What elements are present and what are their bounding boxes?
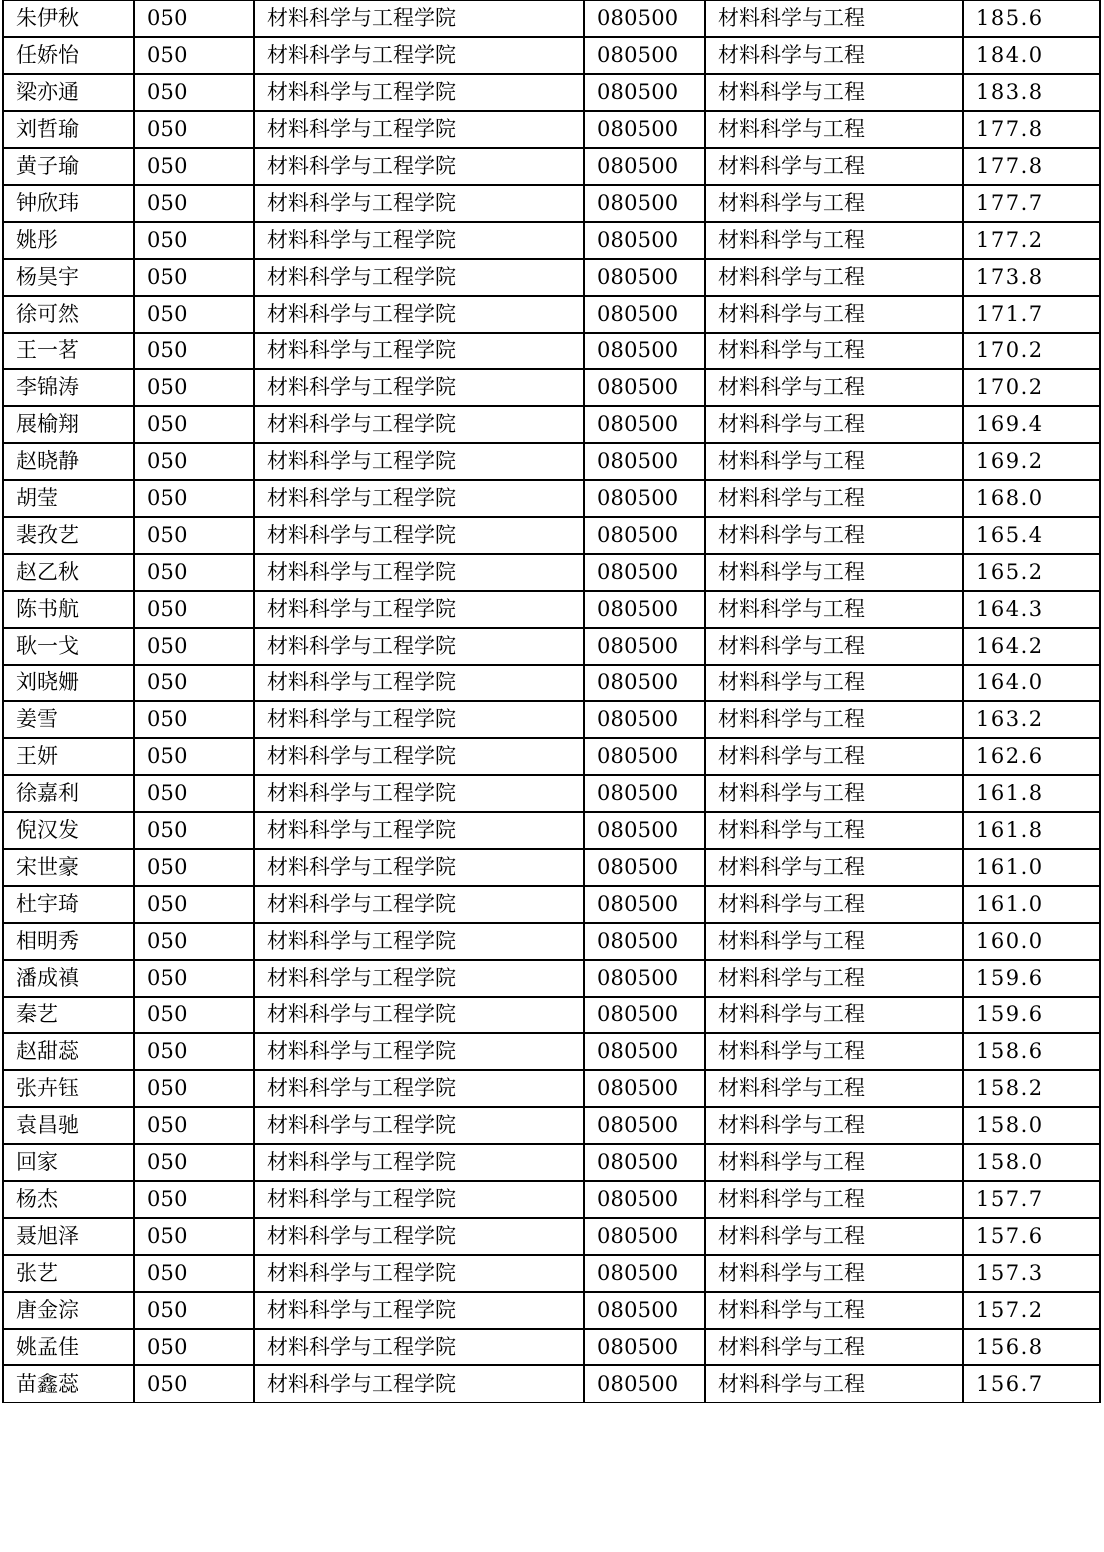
- candidate-name: 张艺: [3, 1255, 134, 1292]
- school-name: 材料科学与工程学院: [254, 812, 584, 849]
- candidate-name: 刘晓姗: [3, 665, 134, 702]
- total-score: 177.7: [963, 185, 1100, 222]
- school-code: 050: [134, 591, 254, 628]
- candidate-name: 钟欣玮: [3, 185, 134, 222]
- major-code: 080500: [584, 1292, 705, 1329]
- candidate-name: 苗鑫蕊: [3, 1365, 134, 1402]
- school-name: 材料科学与工程学院: [254, 886, 584, 923]
- candidate-name: 秦艺: [3, 997, 134, 1034]
- candidate-name: 赵晓静: [3, 443, 134, 480]
- school-name: 材料科学与工程学院: [254, 480, 584, 517]
- total-score: 183.8: [963, 74, 1100, 111]
- candidate-name: 宋世豪: [3, 849, 134, 886]
- school-name: 材料科学与工程学院: [254, 997, 584, 1034]
- school-name: 材料科学与工程学院: [254, 1218, 584, 1255]
- total-score: 169.2: [963, 443, 1100, 480]
- major-name: 材料科学与工程: [705, 849, 963, 886]
- school-code: 050: [134, 185, 254, 222]
- major-code: 080500: [584, 849, 705, 886]
- major-name: 材料科学与工程: [705, 74, 963, 111]
- major-code: 080500: [584, 960, 705, 997]
- total-score: 158.0: [963, 1107, 1100, 1144]
- table-row: [3, 443, 1100, 480]
- total-score: 168.0: [963, 480, 1100, 517]
- table-row: [3, 1107, 1100, 1144]
- candidate-name: 杨昊宇: [3, 259, 134, 296]
- school-code: 050: [134, 849, 254, 886]
- school-name: 材料科学与工程学院: [254, 628, 584, 665]
- candidate-name: 姚孟佳: [3, 1329, 134, 1366]
- school-code: 050: [134, 480, 254, 517]
- candidate-name: 杨杰: [3, 1181, 134, 1218]
- table-row: [3, 1365, 1100, 1402]
- total-score: 157.7: [963, 1181, 1100, 1218]
- total-score: 162.6: [963, 738, 1100, 775]
- candidate-name: 王一茗: [3, 333, 134, 370]
- school-code: 050: [134, 333, 254, 370]
- total-score: 159.6: [963, 960, 1100, 997]
- school-name: 材料科学与工程学院: [254, 74, 584, 111]
- table-row: [3, 665, 1100, 702]
- school-code: 050: [134, 148, 254, 185]
- table-row: [3, 37, 1100, 74]
- major-name: 材料科学与工程: [705, 222, 963, 259]
- school-name: 材料科学与工程学院: [254, 923, 584, 960]
- total-score: 164.0: [963, 665, 1100, 702]
- total-score: 184.0: [963, 37, 1100, 74]
- major-code: 080500: [584, 1181, 705, 1218]
- major-name: 材料科学与工程: [705, 111, 963, 148]
- candidate-name: 赵甜蕊: [3, 1033, 134, 1070]
- total-score: 156.7: [963, 1365, 1100, 1402]
- major-name: 材料科学与工程: [705, 628, 963, 665]
- total-score: 158.0: [963, 1144, 1100, 1181]
- major-code: 080500: [584, 701, 705, 738]
- school-code: 050: [134, 74, 254, 111]
- school-code: 050: [134, 517, 254, 554]
- score-list-sheet: [2, 0, 1099, 1403]
- school-name: 材料科学与工程学院: [254, 1070, 584, 1107]
- school-name: 材料科学与工程学院: [254, 554, 584, 591]
- school-code: 050: [134, 406, 254, 443]
- major-code: 080500: [584, 554, 705, 591]
- major-code: 080500: [584, 333, 705, 370]
- school-code: 050: [134, 37, 254, 74]
- major-name: 材料科学与工程: [705, 480, 963, 517]
- school-name: 材料科学与工程学院: [254, 111, 584, 148]
- candidate-name: 相明秀: [3, 923, 134, 960]
- major-code: 080500: [584, 74, 705, 111]
- school-name: 材料科学与工程学院: [254, 701, 584, 738]
- major-name: 材料科学与工程: [705, 923, 963, 960]
- total-score: 158.6: [963, 1033, 1100, 1070]
- major-code: 080500: [584, 1218, 705, 1255]
- table-row: [3, 1292, 1100, 1329]
- school-name: 材料科学与工程学院: [254, 296, 584, 333]
- total-score: 169.4: [963, 406, 1100, 443]
- candidate-name: 徐可然: [3, 296, 134, 333]
- total-score: 157.2: [963, 1292, 1100, 1329]
- school-code: 050: [134, 1107, 254, 1144]
- major-code: 080500: [584, 1144, 705, 1181]
- school-code: 050: [134, 960, 254, 997]
- total-score: 177.2: [963, 222, 1100, 259]
- candidate-name: 展榆翔: [3, 406, 134, 443]
- major-code: 080500: [584, 997, 705, 1034]
- school-code: 050: [134, 222, 254, 259]
- school-name: 材料科学与工程学院: [254, 37, 584, 74]
- school-code: 050: [134, 1365, 254, 1402]
- school-code: 050: [134, 997, 254, 1034]
- major-code: 080500: [584, 1033, 705, 1070]
- school-code: 050: [134, 1033, 254, 1070]
- total-score: 161.8: [963, 812, 1100, 849]
- school-code: 050: [134, 1144, 254, 1181]
- table-row: [3, 111, 1100, 148]
- table-row: [3, 74, 1100, 111]
- major-code: 080500: [584, 628, 705, 665]
- total-score: 157.6: [963, 1218, 1100, 1255]
- major-name: 材料科学与工程: [705, 886, 963, 923]
- table-row: [3, 1218, 1100, 1255]
- school-name: 材料科学与工程学院: [254, 148, 584, 185]
- school-name: 材料科学与工程学院: [254, 960, 584, 997]
- table-row: [3, 997, 1100, 1034]
- major-name: 材料科学与工程: [705, 775, 963, 812]
- school-code: 050: [134, 701, 254, 738]
- school-code: 050: [134, 1329, 254, 1366]
- score-table: [2, 0, 1101, 1403]
- major-code: 080500: [584, 222, 705, 259]
- table-row: [3, 517, 1100, 554]
- major-name: 材料科学与工程: [705, 259, 963, 296]
- candidate-name: 耿一戈: [3, 628, 134, 665]
- table-row: [3, 812, 1100, 849]
- major-name: 材料科学与工程: [705, 738, 963, 775]
- major-name: 材料科学与工程: [705, 1, 963, 38]
- table-row: [3, 369, 1100, 406]
- major-name: 材料科学与工程: [705, 1033, 963, 1070]
- school-code: 050: [134, 812, 254, 849]
- candidate-name: 唐金淙: [3, 1292, 134, 1329]
- school-code: 050: [134, 1292, 254, 1329]
- major-code: 080500: [584, 886, 705, 923]
- candidate-name: 胡莹: [3, 480, 134, 517]
- school-name: 材料科学与工程学院: [254, 591, 584, 628]
- school-name: 材料科学与工程学院: [254, 1181, 584, 1218]
- major-name: 材料科学与工程: [705, 701, 963, 738]
- total-score: 170.2: [963, 333, 1100, 370]
- major-code: 080500: [584, 369, 705, 406]
- candidate-name: 倪汉发: [3, 812, 134, 849]
- school-code: 050: [134, 665, 254, 702]
- table-row: [3, 333, 1100, 370]
- school-name: 材料科学与工程学院: [254, 1365, 584, 1402]
- total-score: 173.8: [963, 259, 1100, 296]
- total-score: 177.8: [963, 111, 1100, 148]
- total-score: 159.6: [963, 997, 1100, 1034]
- school-code: 050: [134, 554, 254, 591]
- major-code: 080500: [584, 517, 705, 554]
- total-score: 160.0: [963, 923, 1100, 960]
- major-name: 材料科学与工程: [705, 1144, 963, 1181]
- major-name: 材料科学与工程: [705, 1218, 963, 1255]
- candidate-name: 张卉钰: [3, 1070, 134, 1107]
- candidate-name: 梁亦通: [3, 74, 134, 111]
- candidate-name: 任娇怡: [3, 37, 134, 74]
- total-score: 171.7: [963, 296, 1100, 333]
- table-row: [3, 775, 1100, 812]
- major-code: 080500: [584, 665, 705, 702]
- major-code: 080500: [584, 259, 705, 296]
- major-name: 材料科学与工程: [705, 148, 963, 185]
- school-name: 材料科学与工程学院: [254, 1255, 584, 1292]
- major-name: 材料科学与工程: [705, 1255, 963, 1292]
- table-row: [3, 185, 1100, 222]
- table-row: [3, 296, 1100, 333]
- table-row: [3, 259, 1100, 296]
- total-score: 157.3: [963, 1255, 1100, 1292]
- major-code: 080500: [584, 480, 705, 517]
- major-name: 材料科学与工程: [705, 554, 963, 591]
- total-score: 164.3: [963, 591, 1100, 628]
- major-code: 080500: [584, 185, 705, 222]
- candidate-name: 姜雪: [3, 701, 134, 738]
- table-row: [3, 1, 1100, 38]
- major-code: 080500: [584, 111, 705, 148]
- major-name: 材料科学与工程: [705, 1181, 963, 1218]
- table-row: [3, 1033, 1100, 1070]
- major-code: 080500: [584, 1070, 705, 1107]
- major-name: 材料科学与工程: [705, 37, 963, 74]
- major-code: 080500: [584, 296, 705, 333]
- major-name: 材料科学与工程: [705, 369, 963, 406]
- school-code: 050: [134, 296, 254, 333]
- school-code: 050: [134, 738, 254, 775]
- major-code: 080500: [584, 923, 705, 960]
- candidate-name: 刘哲瑜: [3, 111, 134, 148]
- school-code: 050: [134, 775, 254, 812]
- school-name: 材料科学与工程学院: [254, 1144, 584, 1181]
- total-score: 161.0: [963, 849, 1100, 886]
- major-name: 材料科学与工程: [705, 517, 963, 554]
- table-row: [3, 148, 1100, 185]
- school-code: 050: [134, 923, 254, 960]
- total-score: 156.8: [963, 1329, 1100, 1366]
- school-name: 材料科学与工程学院: [254, 1107, 584, 1144]
- total-score: 165.4: [963, 517, 1100, 554]
- table-row: [3, 554, 1100, 591]
- major-name: 材料科学与工程: [705, 296, 963, 333]
- major-name: 材料科学与工程: [705, 812, 963, 849]
- table-row: [3, 1144, 1100, 1181]
- candidate-name: 姚彤: [3, 222, 134, 259]
- table-row: [3, 849, 1100, 886]
- school-name: 材料科学与工程学院: [254, 443, 584, 480]
- school-code: 050: [134, 1218, 254, 1255]
- table-row: [3, 886, 1100, 923]
- school-name: 材料科学与工程学院: [254, 1329, 584, 1366]
- total-score: 164.2: [963, 628, 1100, 665]
- school-code: 050: [134, 1070, 254, 1107]
- school-name: 材料科学与工程学院: [254, 259, 584, 296]
- school-name: 材料科学与工程学院: [254, 738, 584, 775]
- table-row: [3, 222, 1100, 259]
- school-name: 材料科学与工程学院: [254, 369, 584, 406]
- school-code: 050: [134, 443, 254, 480]
- major-name: 材料科学与工程: [705, 1365, 963, 1402]
- table-row: [3, 1181, 1100, 1218]
- candidate-name: 聂旭泽: [3, 1218, 134, 1255]
- major-name: 材料科学与工程: [705, 1107, 963, 1144]
- table-row: [3, 628, 1100, 665]
- school-code: 050: [134, 1181, 254, 1218]
- candidate-name: 杜宇琦: [3, 886, 134, 923]
- candidate-name: 黄子瑜: [3, 148, 134, 185]
- major-name: 材料科学与工程: [705, 1070, 963, 1107]
- total-score: 161.8: [963, 775, 1100, 812]
- major-code: 080500: [584, 1, 705, 38]
- candidate-name: 朱伊秋: [3, 1, 134, 38]
- major-code: 080500: [584, 406, 705, 443]
- candidate-name: 裴孜艺: [3, 517, 134, 554]
- major-name: 材料科学与工程: [705, 333, 963, 370]
- school-name: 材料科学与工程学院: [254, 517, 584, 554]
- school-name: 材料科学与工程学院: [254, 406, 584, 443]
- school-name: 材料科学与工程学院: [254, 222, 584, 259]
- candidate-name: 徐嘉利: [3, 775, 134, 812]
- school-code: 050: [134, 1, 254, 38]
- total-score: 177.8: [963, 148, 1100, 185]
- table-row: [3, 1329, 1100, 1366]
- school-code: 050: [134, 259, 254, 296]
- score-table-body: [3, 1, 1100, 1403]
- major-code: 080500: [584, 443, 705, 480]
- school-code: 050: [134, 369, 254, 406]
- candidate-name: 王妍: [3, 738, 134, 775]
- candidate-name: 赵乙秋: [3, 554, 134, 591]
- major-name: 材料科学与工程: [705, 591, 963, 628]
- major-name: 材料科学与工程: [705, 997, 963, 1034]
- school-name: 材料科学与工程学院: [254, 333, 584, 370]
- candidate-name: 回家: [3, 1144, 134, 1181]
- school-code: 050: [134, 628, 254, 665]
- school-name: 材料科学与工程学院: [254, 1, 584, 38]
- total-score: 170.2: [963, 369, 1100, 406]
- major-code: 080500: [584, 738, 705, 775]
- school-code: 050: [134, 111, 254, 148]
- table-row: [3, 1070, 1100, 1107]
- major-name: 材料科学与工程: [705, 443, 963, 480]
- major-name: 材料科学与工程: [705, 1292, 963, 1329]
- major-name: 材料科学与工程: [705, 185, 963, 222]
- total-score: 185.6: [963, 1, 1100, 38]
- major-code: 080500: [584, 812, 705, 849]
- total-score: 163.2: [963, 701, 1100, 738]
- major-name: 材料科学与工程: [705, 960, 963, 997]
- table-row: [3, 591, 1100, 628]
- major-code: 080500: [584, 775, 705, 812]
- candidate-name: 袁昌驰: [3, 1107, 134, 1144]
- major-code: 080500: [584, 1365, 705, 1402]
- table-row: [3, 923, 1100, 960]
- table-row: [3, 480, 1100, 517]
- major-code: 080500: [584, 148, 705, 185]
- major-code: 080500: [584, 591, 705, 628]
- major-code: 080500: [584, 37, 705, 74]
- school-name: 材料科学与工程学院: [254, 849, 584, 886]
- table-row: [3, 701, 1100, 738]
- school-code: 050: [134, 1255, 254, 1292]
- candidate-name: 李锦涛: [3, 369, 134, 406]
- school-code: 050: [134, 886, 254, 923]
- school-name: 材料科学与工程学院: [254, 665, 584, 702]
- total-score: 158.2: [963, 1070, 1100, 1107]
- major-code: 080500: [584, 1107, 705, 1144]
- candidate-name: 潘成禛: [3, 960, 134, 997]
- major-name: 材料科学与工程: [705, 665, 963, 702]
- candidate-name: 陈书航: [3, 591, 134, 628]
- school-name: 材料科学与工程学院: [254, 775, 584, 812]
- school-name: 材料科学与工程学院: [254, 185, 584, 222]
- major-name: 材料科学与工程: [705, 406, 963, 443]
- school-name: 材料科学与工程学院: [254, 1292, 584, 1329]
- major-name: 材料科学与工程: [705, 1329, 963, 1366]
- major-code: 080500: [584, 1329, 705, 1366]
- table-row: [3, 738, 1100, 775]
- total-score: 161.0: [963, 886, 1100, 923]
- school-name: 材料科学与工程学院: [254, 1033, 584, 1070]
- table-row: [3, 960, 1100, 997]
- major-code: 080500: [584, 1255, 705, 1292]
- table-row: [3, 406, 1100, 443]
- total-score: 165.2: [963, 554, 1100, 591]
- table-row: [3, 1255, 1100, 1292]
